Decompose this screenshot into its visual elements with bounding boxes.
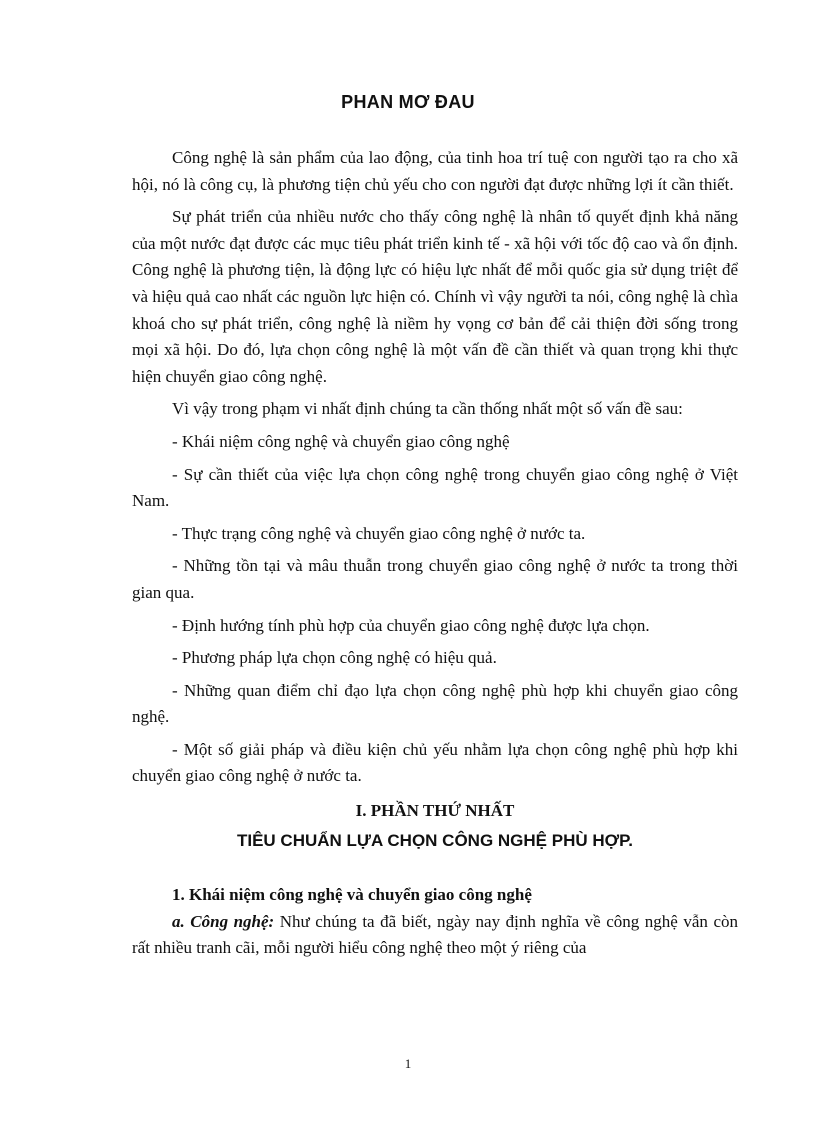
list-item: - Sự cần thiết của việc lựa chọn công nghệ trong chuyển giao công nghệ ở Việt Nam.	[132, 464, 738, 511]
definition-text: Như chúng ta đã biết, ngày nay định nghĩa về công nghệ vẫn còn rất nhiều tranh cãi, mỗi người hiểu công nghệ theo một ý riêng của	[132, 911, 738, 958]
definition-paragraph	[132, 909, 738, 962]
page-title: PHAN MƠ ĐAU	[341, 92, 475, 112]
list-item: - Những tồn tại và mâu thuẫn trong chuyển giao công nghệ ở nước ta trong thời gian qua.	[132, 556, 738, 602]
list-item: - Thực trạng công nghệ và chuyển giao công nghệ ở nước ta.	[172, 523, 586, 543]
section-subheading: TIÊU CHUẨN LỰA CHỌN CÔNG NGHỆ PHÙ HỢP.	[236, 831, 633, 851]
list-item: - Một số giải pháp và điều kiện chủ yếu nhằm lựa chọn công nghệ phù hợp khi chuyển giao công nghệ ở nước ta.	[132, 739, 738, 786]
section-heading: I. PHẦN THỨ NHẤT	[355, 801, 515, 821]
intro-paragraph-3: Vì vậy trong phạm vi nhất định chúng ta cần thống nhất một số vấn đề sau:	[172, 399, 683, 419]
list-item: - Định hướng tính phù hợp của chuyển giao công nghệ được lựa chọn.	[172, 615, 650, 635]
list-item: - Khái niệm công nghệ và chuyển giao công nghệ	[172, 431, 510, 451]
list-item: - Những quan điểm chỉ đạo lựa chọn công nghệ phù hợp khi chuyển giao công nghệ.	[132, 680, 738, 727]
document-body	[132, 0, 738, 962]
intro-paragraph-2: Sự phát triển của nhiều nước cho thấy công nghệ là nhân tố quyết định khả năng của một nước đạt được các mục tiêu phát triển kinh tế - xã hội với tốc độ cao và ổn định. Công nghệ là phương tiện, là động lực có hiệu lực nhất để mỗi quốc gia sử dụng triệt để và hiệu quả cao nhất các nguồn lực hiện có. Chính vì vậy người ta nói, công nghệ là chìa khoá cho sự phát triển, công nghệ là niềm hy vọng cơ bản để cải thiện đời sống trong mọi xã hội. Do đó, lựa chọn công nghệ là một vấn đề cần thiết và quan trọng khi thực hiện chuyển giao công nghệ.	[132, 207, 738, 386]
page-number: 1	[404, 1056, 412, 1071]
definition-term: a. Công nghệ:	[172, 911, 275, 931]
list-item: - Phương pháp lựa chọn công nghệ có hiệu quả.	[172, 648, 497, 668]
intro-paragraph-1: Công nghệ là sản phẩm của lao động, của tinh hoa trí tuệ con người tạo ra cho xã hội, nó là công cụ, là phương tiện chủ yếu cho con người đạt được những lợi ít cần thiết.	[132, 148, 738, 194]
subsection-heading: 1. Khái niệm công nghệ và chuyển giao công nghệ	[172, 885, 532, 905]
